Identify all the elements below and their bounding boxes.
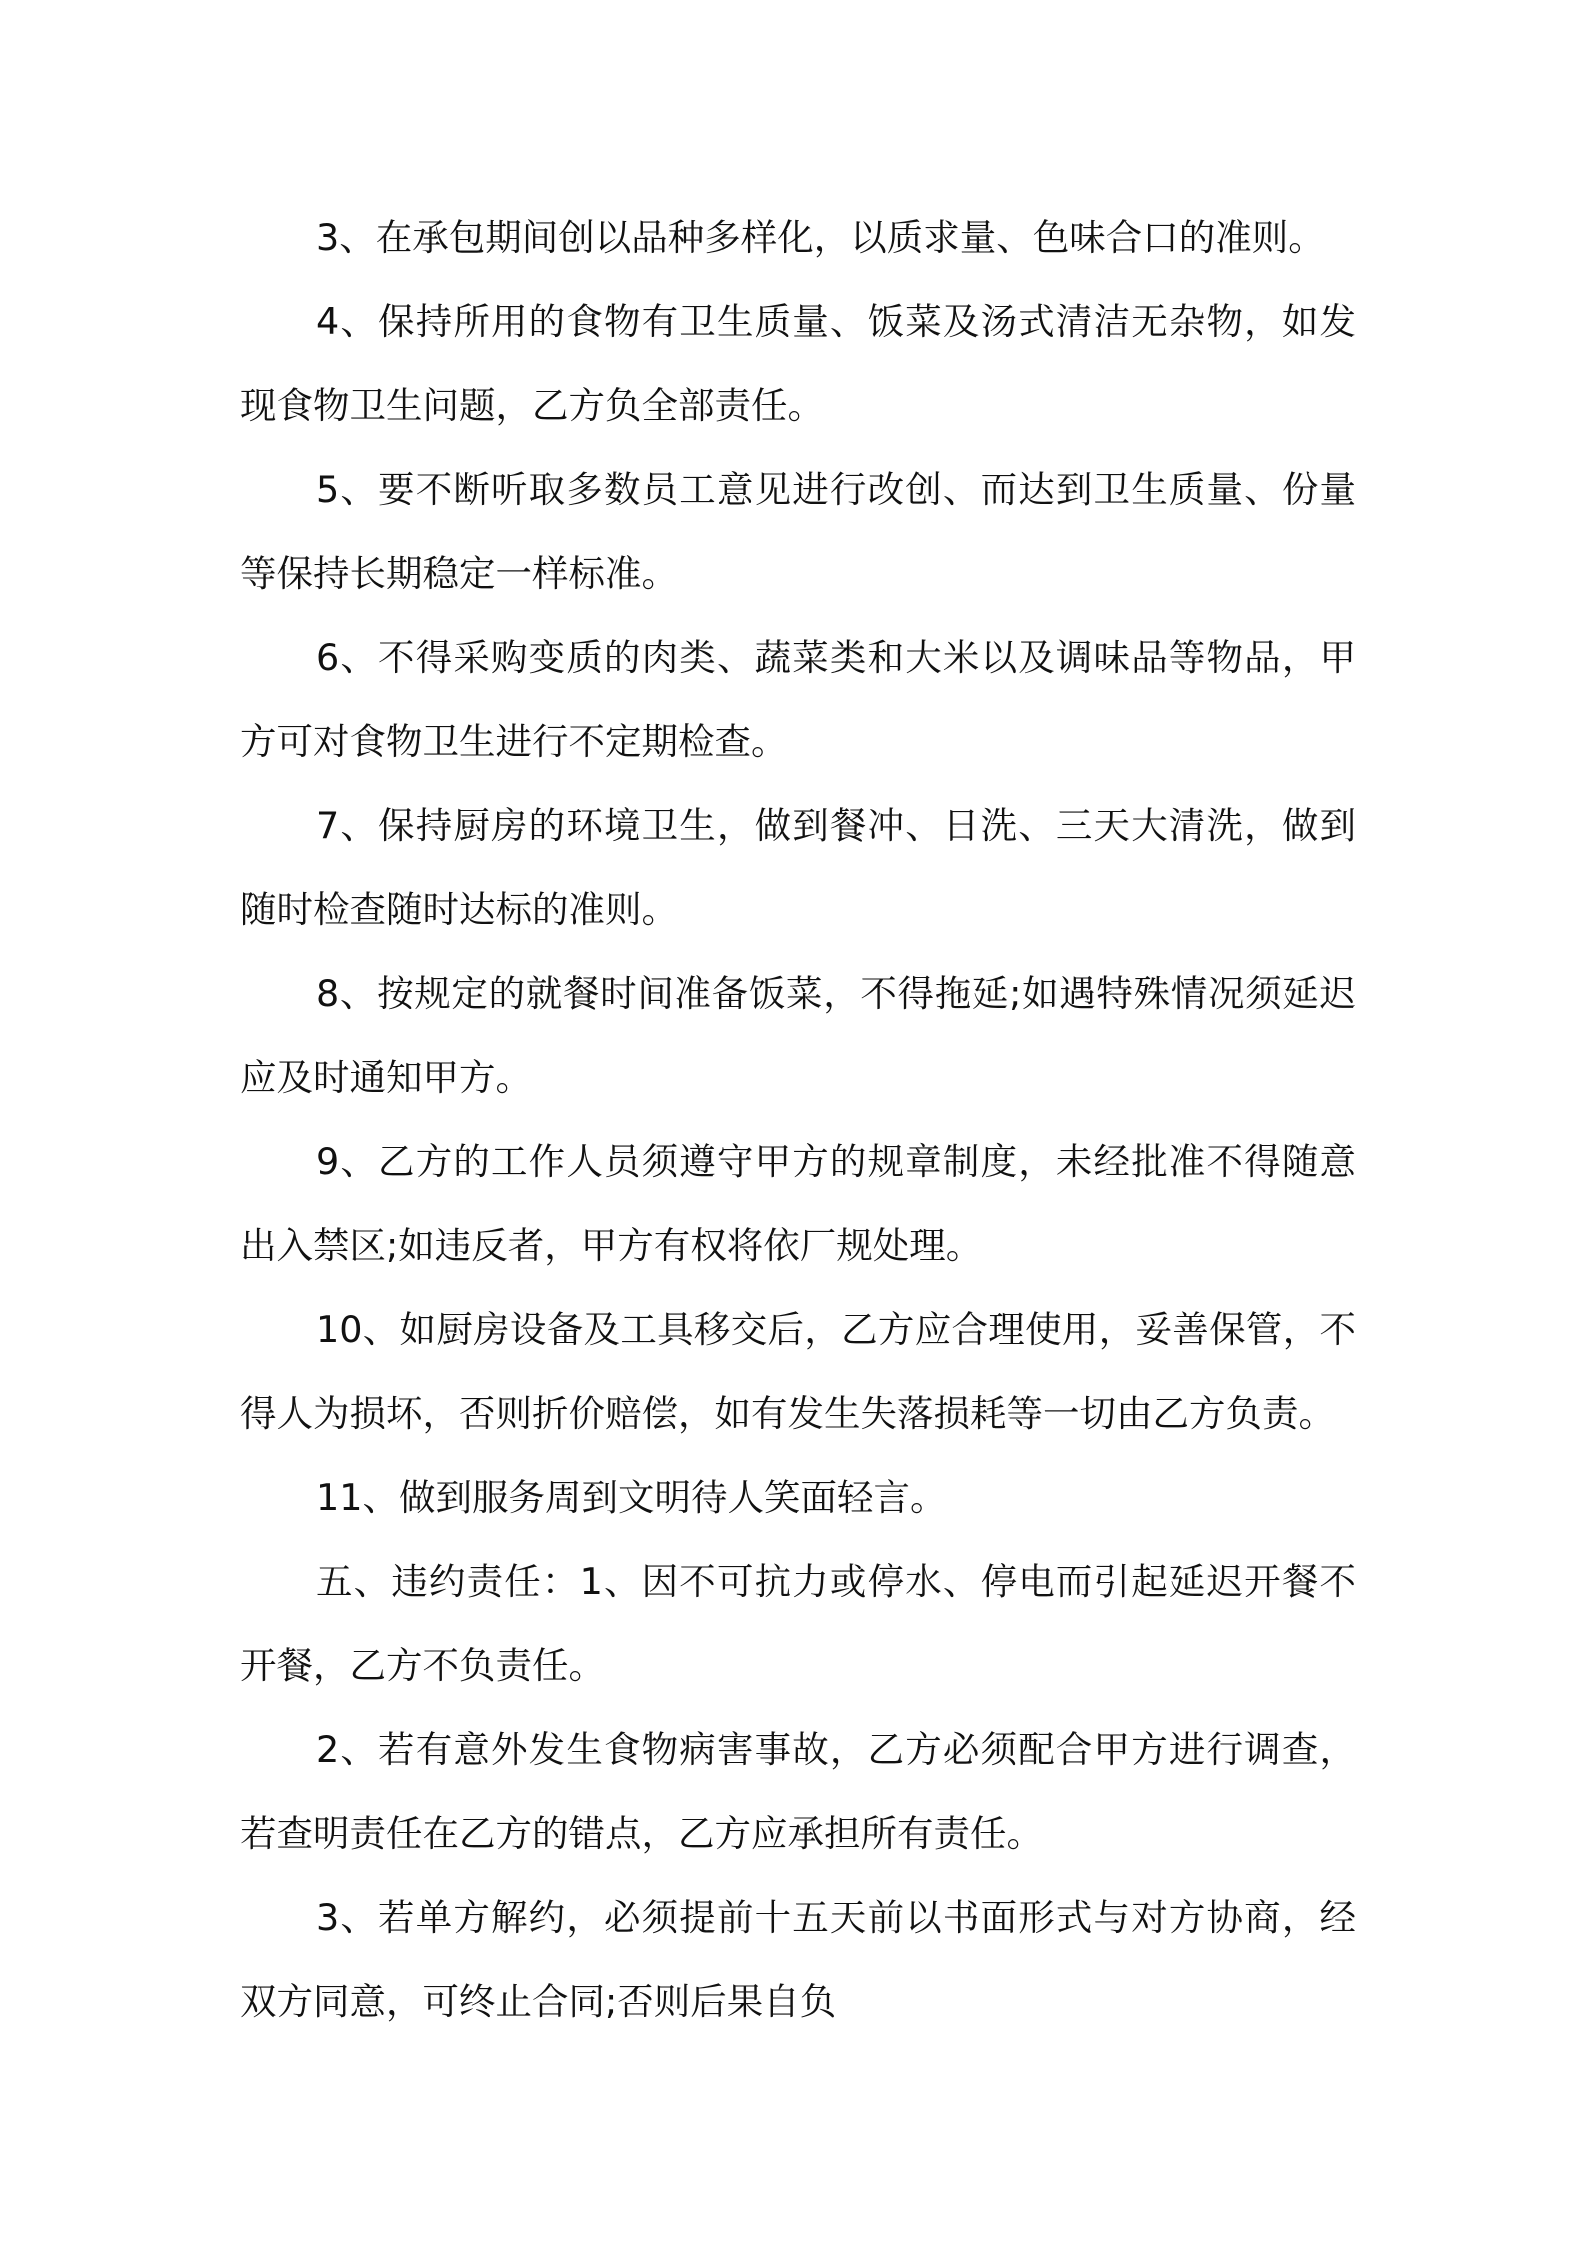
- paragraph-item-11: 11、做到服务周到文明待人笑面轻言。: [316, 1476, 947, 1519]
- paragraph-breach-3: 3、若单方解约，必须提前十五天前以书面形式与对方协商，经双方同意，可终止合同;否则后果自负: [240, 1896, 1356, 2023]
- paragraph-breach-liability: 五、违约责任：1、因不可抗力或停水、停电而引起延迟开餐不开餐，乙方不负责任。: [240, 1560, 1356, 1687]
- paragraph-item-10: 10、如厨房设备及工具移交后，乙方应合理使用，妥善保管，不得人为损坏，否则折价赔偿，如有发生失落损耗等一切由乙方负责。: [240, 1308, 1356, 1435]
- paragraph-item-9: 9、乙方的工作人员须遵守甲方的规章制度，未经批准不得随意出入禁区;如违反者，甲方有权将依厂规处理。: [240, 1140, 1356, 1267]
- paragraph-item-4: 4、保持所用的食物有卫生质量、饭菜及汤式清洁无杂物，如发现食物卫生问题，乙方负全部责任。: [240, 300, 1356, 427]
- paragraph-item-8: 8、按规定的就餐时间准备饭菜，不得拖延;如遇特殊情况须延迟应及时通知甲方。: [240, 972, 1356, 1099]
- paragraph-item-3: 3、在承包期间创以品种多样化，以质求量、色味合口的准则。: [316, 216, 1325, 259]
- document-body: [240, 196, 1356, 2044]
- paragraph-breach-2: 2、若有意外发生食物病害事故，乙方必须配合甲方进行调查，若查明责任在乙方的错点，乙方应承担所有责任。: [240, 1728, 1356, 1855]
- paragraph-item-6: 6、不得采购变质的肉类、蔬菜类和大米以及调味品等物品，甲方可对食物卫生进行不定期检查。: [240, 636, 1356, 763]
- paragraph-item-5: 5、要不断听取多数员工意见进行改创、而达到卫生质量、份量等保持长期稳定一样标准。: [240, 468, 1356, 595]
- paragraph-item-7: 7、保持厨房的环境卫生，做到餐冲、日洗、三天大清洗，做到随时检查随时达标的准则。: [240, 804, 1356, 931]
